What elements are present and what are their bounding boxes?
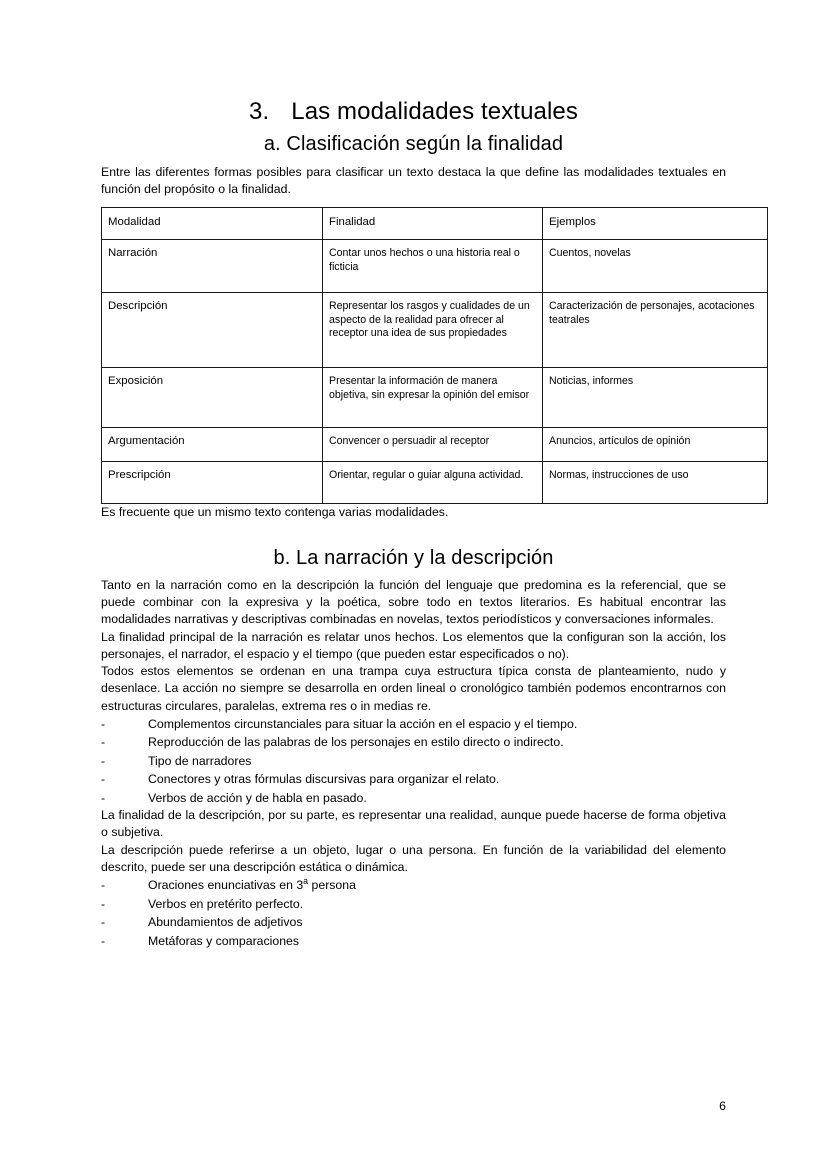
table-header-finalidad: Finalidad <box>323 208 543 240</box>
paragraph-desc-2: La descripción puede referirse a un objeto, lugar o una persona. En función de la variabilidad del elemento descrito, puede ser una descripción estática o dinámica. <box>101 842 726 874</box>
list-item-label: Verbos de acción y de habla en pasado. <box>148 790 367 805</box>
section-title-text: Las modalidades textuales <box>291 98 578 125</box>
list-item <box>101 876 726 894</box>
cell-finalidad: Convencer o persuadir al receptor <box>323 428 543 462</box>
dash-marker: - <box>101 878 106 893</box>
list-item-label: Verbos en pretérito perfecto. <box>148 896 304 911</box>
dash-marker: - <box>101 772 106 787</box>
top-margin-spacer <box>101 0 726 98</box>
table-row <box>102 240 768 293</box>
list-item <box>101 752 726 770</box>
list-item <box>101 895 726 913</box>
page-number: 6 <box>719 1099 726 1113</box>
modalities-table <box>101 207 768 504</box>
cell-modalidad: Exposición <box>102 368 323 428</box>
list-item <box>101 733 726 751</box>
cell-ejemplos: Noticias, informes <box>543 368 768 428</box>
table-row <box>102 368 768 428</box>
cell-modalidad: Descripción <box>102 293 323 368</box>
paragraph-desc-1: La finalidad de la descripción, por su parte, es representar una realidad, aunque puede hacerse de forma objetiva o subjetiva. <box>101 808 726 840</box>
cell-finalidad: Contar unos hechos o una historia real o ficticia <box>323 240 543 293</box>
paragraph-b-2: La finalidad principal de la narración es relatar unos hechos. Los elementos que la configuran son la acción, los personajes, el narrador, el espacio y el tiempo (que pueden estar especificados o no). <box>101 629 726 661</box>
page-content <box>101 0 755 950</box>
dash-marker: - <box>101 896 106 911</box>
dash-marker: - <box>101 735 106 750</box>
dash-marker: - <box>101 915 106 930</box>
cell-modalidad: Narración <box>102 240 323 293</box>
section-b-gap <box>101 522 726 546</box>
cell-ejemplos: Caracterización de personajes, acotaciones teatrales <box>543 293 768 368</box>
section-number: 3. <box>249 98 270 125</box>
subheading-gap <box>101 156 726 164</box>
intro-paragraph: Entre las diferentes formas posibles para clasificar un texto destaca la que define las modalidades textuales en función del propósito o la finalidad. <box>101 164 726 196</box>
list-item <box>101 770 726 788</box>
subheading-b: b. La narración y la descripción <box>273 546 554 569</box>
list-item <box>101 932 726 950</box>
list-item-label: Abundamientos de adjetivos <box>148 915 303 930</box>
cell-modalidad: Prescripción <box>102 462 323 504</box>
list-item-label: Complementos circunstanciales para situar la acción en el espacio y el tiempo. <box>148 717 578 732</box>
cell-finalidad: Presentar la información de manera objetiva, sin expresar la opinión del emisor <box>323 368 543 428</box>
table-row <box>102 293 768 368</box>
cell-finalidad: Representar los rasgos y cualidades de un aspecto de la realidad para ofrecer al receptor una idea de sus propiedades <box>323 293 543 368</box>
cell-ejemplos: Normas, instrucciones de uso <box>543 462 768 504</box>
table-header-ejemplos: Ejemplos <box>543 208 768 240</box>
list-item-label: Reproducción de las palabras de los personajes en estilo directo o indirecto. <box>148 735 564 750</box>
list-item <box>101 789 726 807</box>
page-title <box>101 98 726 126</box>
cell-finalidad: Orientar, regular o guiar alguna actividad. <box>323 462 543 504</box>
table-row <box>102 428 768 462</box>
list-item <box>101 715 726 733</box>
dash-marker: - <box>101 753 106 768</box>
dash-marker: - <box>101 790 106 805</box>
paragraph-b-3: Todos estos elementos se ordenan en una trampa cuya estructura típica consta de planteamiento, nudo y desenlace. La acción no siempre se desarrolla en orden lineal o cronológico también podemos encontrarnos con estructuras circulares, paralelas, extrema res o in medias re. <box>101 664 726 713</box>
paragraph-b-1: Tanto en la narración como en la descripción la función del lenguaje que predomina es la referencial, que se puede combinar con la expresiva y la poética, sobre todo en textos literarios. Es habitual encontrar las modalidades narrativas y descriptivas combinadas en novelas, textos periodísticos y conversaciones informales. <box>101 577 726 627</box>
list-item-label: Conectores y otras fórmulas discursivas para organizar el relato. <box>148 772 500 787</box>
list-item-label: Metáforas y comparaciones <box>148 933 300 948</box>
subheading-b-gap <box>101 570 726 577</box>
narration-features-list <box>101 715 726 807</box>
table-header-row <box>102 208 768 240</box>
table-caption-after: Es frecuente que un mismo texto contenga varias modalidades. <box>101 505 449 520</box>
dash-marker: - <box>101 717 106 732</box>
cell-modalidad: Argumentación <box>102 428 323 462</box>
dash-marker: - <box>101 933 106 948</box>
cell-ejemplos: Cuentos, novelas <box>543 240 768 293</box>
cell-ejemplos: Anuncios, artículos de opinión <box>543 428 768 462</box>
subheading-a: a. Clasificación según la finalidad <box>263 132 564 155</box>
list-item <box>101 913 726 931</box>
table-header-modalidad: Modalidad <box>102 208 323 240</box>
table-row <box>102 462 768 504</box>
list-item-label: Tipo de narradores <box>148 753 252 768</box>
list-item-label: Oraciones enunciativas en 3$^a$ persona <box>148 876 356 893</box>
description-features-list <box>101 876 726 950</box>
